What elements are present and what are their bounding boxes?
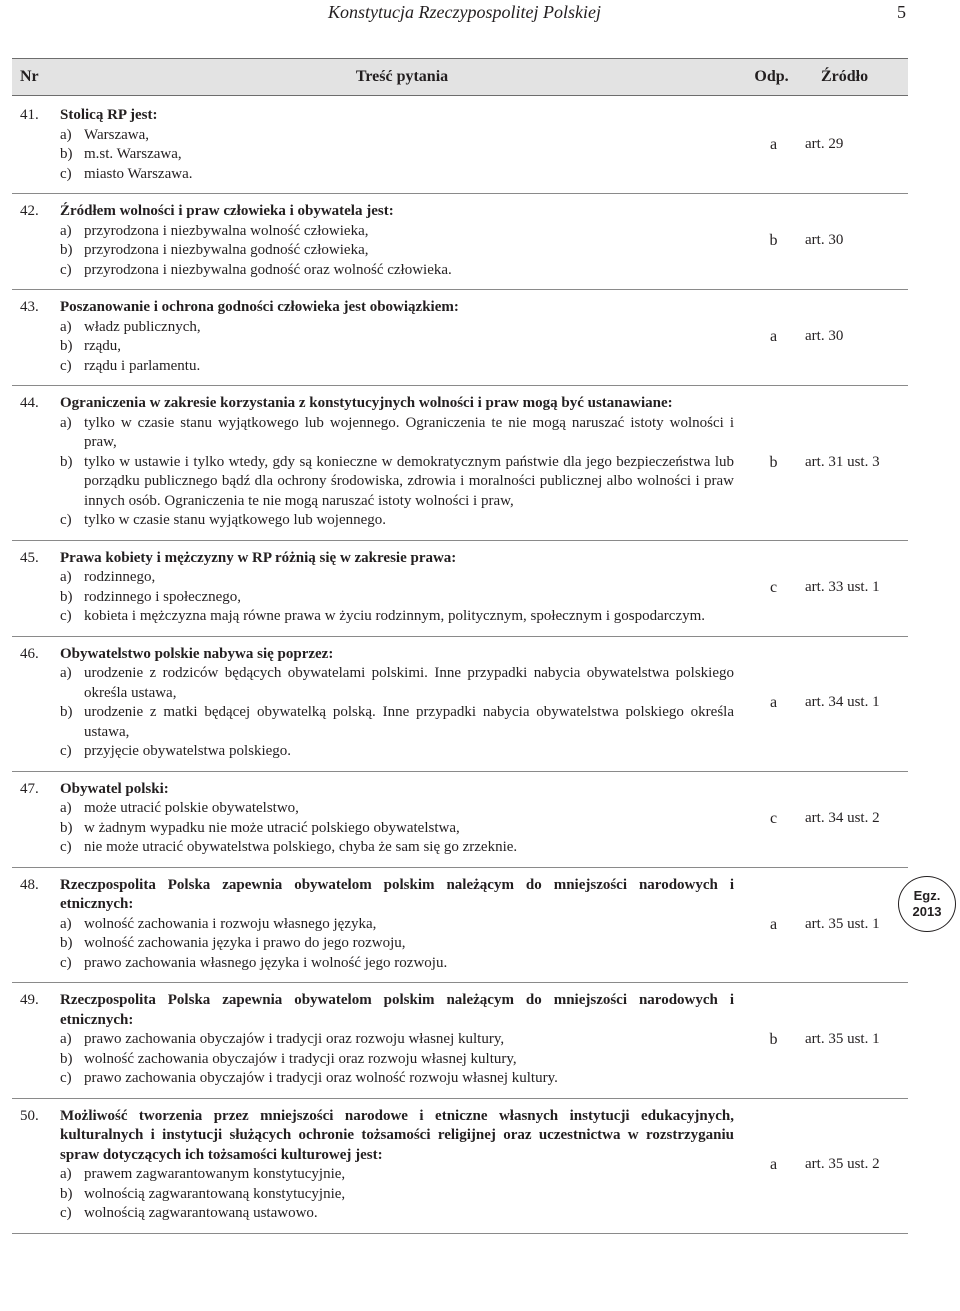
answer-option	[60, 664, 734, 703]
source-reference: art. 35 ust. 1	[799, 983, 908, 1099]
column-header-answer: Odp.	[744, 59, 799, 96]
option-letter: c)	[60, 743, 72, 759]
option-text: prawem zagwarantowanym konstytucyjnie,	[84, 1166, 346, 1182]
option-text: miasto Warszawa.	[84, 165, 193, 182]
answer-key: a	[744, 1098, 799, 1233]
answer-option	[60, 703, 734, 742]
option-letter: c)	[60, 357, 72, 374]
option-text: może utracić polskie obywatelstwo,	[84, 800, 299, 816]
option-text: m.st. Warszawa,	[84, 146, 182, 162]
answer-option	[60, 1204, 734, 1224]
answer-option	[60, 1030, 734, 1050]
question-cell	[60, 983, 744, 1099]
table-row	[12, 867, 908, 983]
question-text: Stolicą RP jest:	[60, 107, 158, 123]
answer-option	[60, 954, 734, 974]
source-reference: art. 34 ust. 1	[799, 636, 908, 771]
option-letter: b)	[60, 819, 73, 836]
question-number: 42.	[12, 194, 60, 290]
question-number: 47.	[12, 771, 60, 867]
question-text: Rzeczpospolita Polska zapewnia obywatelom polskim należącym do mniejszości narodowych i etnicznych:	[60, 876, 734, 912]
question-number: 43.	[12, 290, 60, 386]
option-letter: a)	[60, 915, 72, 932]
option-text: Warszawa,	[84, 126, 150, 143]
answer-key: b	[744, 983, 799, 1099]
answer-option	[60, 126, 734, 146]
option-letter: b)	[60, 338, 73, 354]
answer-option	[60, 165, 734, 185]
option-letter: a)	[60, 126, 72, 143]
answer-option	[60, 1165, 734, 1185]
stamp-line1: Egz.	[913, 888, 941, 903]
answer-option	[60, 318, 734, 338]
table-row	[12, 636, 908, 771]
answer-key: a	[744, 96, 799, 194]
option-text: przyjęcie obywatelstwa polskiego.	[84, 743, 292, 759]
question-number: 48.	[12, 867, 60, 983]
table-row	[12, 540, 908, 636]
answer-option	[60, 414, 734, 453]
answer-key: c	[744, 540, 799, 636]
answer-option	[60, 261, 734, 281]
option-text: rządu,	[84, 338, 122, 354]
answer-option	[60, 145, 734, 165]
option-letter: b)	[60, 588, 73, 605]
option-text: przyrodzona i niezbywalna wolność człowieka,	[84, 222, 369, 239]
answer-option	[60, 568, 734, 588]
option-letter: a)	[60, 318, 72, 335]
answer-option	[60, 1050, 734, 1070]
column-header-source: Źródło	[799, 59, 908, 96]
option-text: rodzinnego i społecznego,	[84, 588, 242, 605]
answer-option	[60, 819, 734, 839]
answer-option	[60, 337, 734, 357]
answer-option	[60, 588, 734, 608]
option-letter: c)	[60, 1205, 72, 1221]
option-letter: b)	[60, 1185, 73, 1202]
question-cell	[60, 540, 744, 636]
page-number: 5	[897, 2, 906, 22]
source-reference: art. 35 ust. 2	[799, 1098, 908, 1233]
answer-option	[60, 222, 734, 242]
question-cell	[60, 771, 744, 867]
answer-key: b	[744, 386, 799, 541]
source-reference: art. 30	[799, 290, 908, 386]
option-letter: a)	[60, 569, 72, 585]
source-reference: art. 30	[799, 194, 908, 290]
answer-option	[60, 511, 734, 531]
table-body	[12, 96, 908, 1234]
option-text: wolnością zagwarantowaną konstytucyjnie,	[84, 1185, 346, 1202]
option-text: urodzenie z rodziców będących obywatelami polskimi. Inne przypadki nabycia obywatelstwa polskiego określa ustawa,	[84, 665, 734, 701]
option-letter: b)	[60, 453, 73, 470]
question-cell	[60, 96, 744, 194]
question-number: 50.	[12, 1098, 60, 1233]
question-text: Ograniczenia w zakresie korzystania z konstytucyjnych wolności i praw mogą być ustanawiane:	[60, 395, 673, 411]
question-number: 49.	[12, 983, 60, 1099]
answer-key: a	[744, 636, 799, 771]
question-text: Obywatel polski:	[60, 780, 169, 797]
answer-option	[60, 838, 734, 858]
table-row	[12, 194, 908, 290]
option-text: urodzenie z matki będącej obywatelką polską. Inne przypadki nabycia obywatelstwa polskiego określa ustawa,	[84, 704, 734, 740]
option-text: wolność zachowania obyczajów i tradycji oraz rozwoju własnej kultury,	[84, 1050, 517, 1067]
option-text: przyrodzona i niezbywalna godność oraz wolność człowieka.	[84, 261, 452, 278]
option-letter: c)	[60, 1070, 72, 1086]
question-number: 46.	[12, 636, 60, 771]
table-row	[12, 1098, 908, 1233]
question-cell	[60, 194, 744, 290]
answer-option	[60, 799, 734, 819]
option-letter: a)	[60, 222, 72, 239]
option-text: tylko w czasie stanu wyjątkowego lub wojennego. Ograniczenia te nie mogą naruszać istoty wolności i praw,	[84, 414, 734, 450]
source-reference: art. 35 ust. 1	[799, 867, 908, 983]
running-title: Konstytucja Rzeczypospolitej Polskiej	[328, 2, 601, 22]
option-text: władz publicznych,	[84, 318, 201, 335]
option-letter: c)	[60, 261, 72, 278]
table-header-row	[12, 59, 908, 96]
source-reference: art. 29	[799, 96, 908, 194]
question-text: Rzeczpospolita Polska zapewnia obywatelom polskim należącym do mniejszości narodowych i etnicznych:	[60, 992, 734, 1028]
question-cell	[60, 290, 744, 386]
answer-key: b	[744, 194, 799, 290]
option-text: prawo zachowania obyczajów i tradycji oraz rozwoju własnej kultury,	[84, 1031, 505, 1047]
table-row	[12, 290, 908, 386]
question-cell	[60, 386, 744, 541]
option-text: wolność zachowania i rozwoju własnego języka,	[84, 915, 377, 932]
source-reference: art. 33 ust. 1	[799, 540, 908, 636]
table-row	[12, 983, 908, 1099]
column-header-nr: Nr	[12, 59, 60, 96]
option-text: tylko w czasie stanu wyjątkowego lub wojennego.	[84, 512, 387, 528]
answer-key: a	[744, 290, 799, 386]
answer-option	[60, 357, 734, 377]
option-text: kobieta i mężczyzna mają równe prawa w życiu rodzinnym, politycznym, społecznym i gospodarczym.	[84, 608, 706, 624]
table-row	[12, 96, 908, 194]
option-text: wolnością zagwarantowaną ustawowo.	[84, 1205, 318, 1221]
answer-option	[60, 915, 734, 935]
option-text: rodzinnego,	[84, 569, 156, 585]
option-letter: a)	[60, 800, 72, 816]
option-text: wolność zachowania języka i prawo do jego rozwoju,	[84, 935, 406, 951]
option-text: prawo zachowania własnego języka i wolność jego rozwoju.	[84, 954, 448, 971]
option-letter: b)	[60, 146, 73, 162]
question-text: Obywatelstwo polskie nabywa się poprzez:	[60, 645, 334, 662]
option-letter: b)	[60, 704, 73, 720]
answer-option	[60, 1185, 734, 1205]
option-text: rządu i parlamentu.	[84, 357, 201, 374]
question-text: Źródłem wolności i praw człowieka i obywatela jest:	[60, 203, 394, 219]
option-letter: b)	[60, 1050, 73, 1067]
option-letter: c)	[60, 608, 72, 624]
question-cell	[60, 867, 744, 983]
question-number: 41.	[12, 96, 60, 194]
option-letter: c)	[60, 512, 72, 528]
option-letter: b)	[60, 935, 73, 951]
source-reference: art. 31 ust. 3	[799, 386, 908, 541]
stamp-line2: 2013	[912, 904, 942, 919]
column-header-question: Treść pytania	[60, 59, 744, 96]
answer-key: c	[744, 771, 799, 867]
question-text: Prawa kobiety i mężczyzny w RP różnią się w zakresie prawa:	[60, 549, 457, 566]
option-letter: a)	[60, 1166, 72, 1182]
option-letter: c)	[60, 839, 72, 855]
answer-option	[60, 934, 734, 954]
option-letter: a)	[60, 414, 72, 431]
question-cell	[60, 1098, 744, 1233]
question-number: 45.	[12, 540, 60, 636]
question-text: Poszanowanie i ochrona godności człowieka jest obowiązkiem:	[60, 299, 459, 315]
table-row	[12, 771, 908, 867]
option-text: przyrodzona i niezbywalna godność człowieka,	[84, 242, 369, 258]
answer-option	[60, 453, 734, 512]
question-cell	[60, 636, 744, 771]
option-letter: c)	[60, 954, 72, 971]
option-text: w żadnym wypadku nie może utracić polskiego obywatelstwa,	[84, 819, 460, 836]
answer-option	[60, 241, 734, 261]
table-row	[12, 386, 908, 541]
answer-option	[60, 607, 734, 627]
question-text: Możliwość tworzenia przez mniejszości narodowe i etniczne własnych instytucji edukacyjnych, kulturalnych i instytucji służących ochronie tożsamości religijnej oraz uczestnictwa w rozstrzyganiu spraw dotyczących ich tożsamości kulturowej jest:	[60, 1107, 734, 1163]
option-letter: a)	[60, 1031, 72, 1047]
option-letter: c)	[60, 165, 72, 182]
option-letter: a)	[60, 665, 72, 681]
option-text: tylko w ustawie i tylko wtedy, gdy są konieczne w demokratycznym państwie dla jego bezpieczeństwa lub porządku publicznego bądź dla ochrony środowiska, zdrowia i moralności publicznej albo wolności i praw innych osób. Ograniczenia te nie mogą naruszać istoty wolności i praw,	[84, 453, 734, 509]
question-number: 44.	[12, 386, 60, 541]
answer-key: a	[744, 867, 799, 983]
option-text: nie może utracić obywatelstwa polskiego, chyba że sam się go zrzeknie.	[84, 839, 518, 855]
source-reference: art. 34 ust. 2	[799, 771, 908, 867]
exam-stamp	[898, 876, 956, 932]
answer-option	[60, 742, 734, 762]
option-text: prawo zachowania obyczajów i tradycji oraz wolność rozwoju własnej kultury.	[84, 1070, 558, 1086]
questions-table	[12, 58, 908, 1234]
answer-option	[60, 1069, 734, 1089]
option-letter: b)	[60, 242, 73, 258]
